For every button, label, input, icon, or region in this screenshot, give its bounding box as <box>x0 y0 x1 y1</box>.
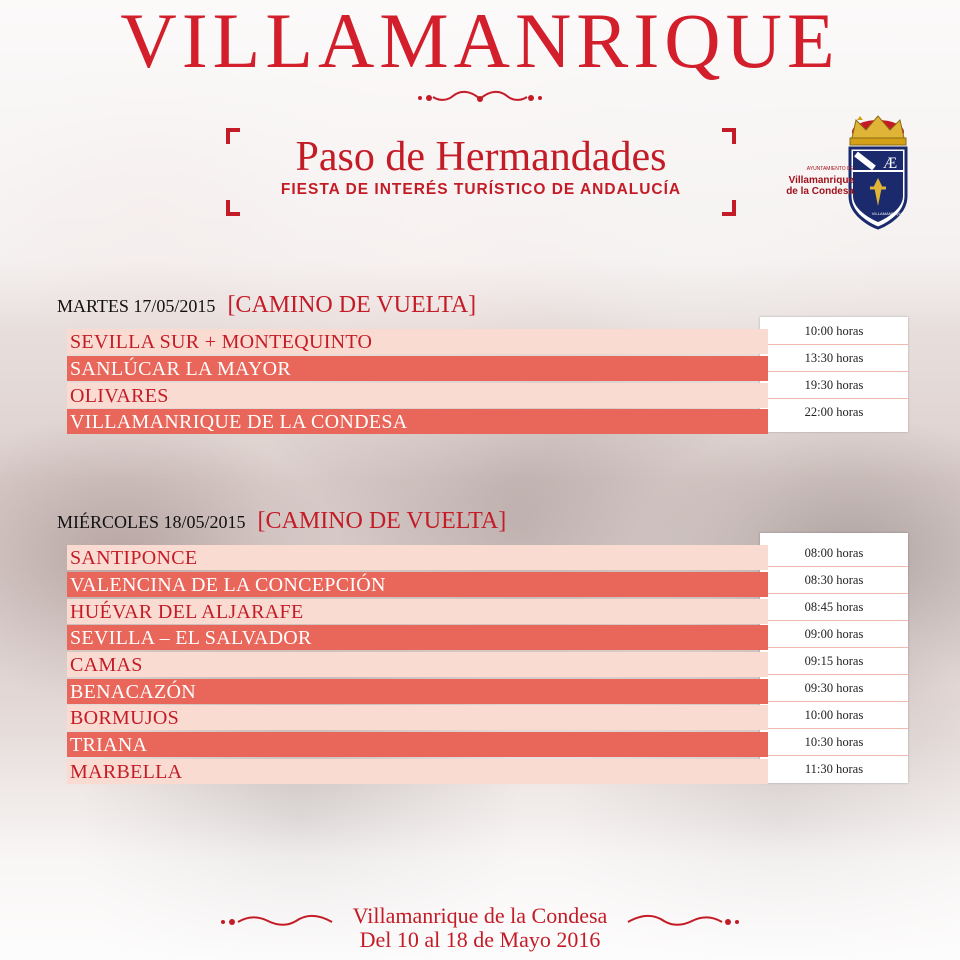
time-cell: 10:30 horas <box>804 735 864 749</box>
table-row <box>67 759 768 784</box>
row-name: BENACAZÓN <box>70 681 197 703</box>
subtitle-box <box>226 128 736 218</box>
time-column <box>760 533 908 783</box>
subtitle-caption: FIESTA DE INTERÉS TURÍSTICO DE ANDALUCÍA <box>280 181 682 198</box>
time-cell: 13:30 horas <box>804 351 864 365</box>
coat-of-arms-icon <box>790 108 930 238</box>
table-row <box>67 383 768 408</box>
row-name: VILLAMANRIQUE DE LA CONDESA <box>70 411 408 433</box>
shield-text: VILLAMANRIQUE <box>871 211 905 216</box>
crest-name-line1: Villamanrique <box>788 175 854 186</box>
row-name: BORMUJOS <box>70 707 180 729</box>
time-cell: 10:00 horas <box>804 324 864 338</box>
table-row <box>67 625 768 650</box>
schedule-section-tuesday <box>57 292 907 442</box>
row-name: TRIANA <box>70 734 148 756</box>
row-name: HUÉVAR DEL ALJARAFE <box>70 601 304 623</box>
time-column <box>760 317 908 432</box>
crest-name-line2: de la Condesa <box>786 186 854 197</box>
table-row <box>67 409 768 434</box>
footer-location: Villamanrique de la Condesa <box>352 903 608 928</box>
time-cell: 22:00 horas <box>804 405 864 419</box>
row-name: MARBELLA <box>70 761 183 783</box>
time-cell: 11:30 horas <box>804 762 864 776</box>
row-name: VALENCINA DE LA CONCEPCIÓN <box>70 574 386 596</box>
subtitle: Paso de Hermandades <box>295 134 667 180</box>
time-cell: 09:30 horas <box>804 681 864 695</box>
footer-dates: Del 10 al 18 de Mayo 2016 <box>359 927 601 952</box>
time-cell: 08:00 horas <box>804 546 864 560</box>
table-row <box>67 356 768 381</box>
schedule-section-wednesday <box>57 508 907 788</box>
row-name: SANLÚCAR LA MAYOR <box>70 358 292 380</box>
time-cell: 08:45 horas <box>804 600 864 614</box>
top-flourish-icon <box>415 88 545 110</box>
section-tag: [CAMINO DE VUELTA] <box>227 292 477 318</box>
table-row <box>67 545 768 570</box>
table-row <box>67 329 768 354</box>
page-title: VILLAMANRIQUE <box>120 0 840 84</box>
table-row <box>67 652 768 677</box>
time-cell: 19:30 horas <box>804 378 864 392</box>
row-name: SEVILLA – EL SALVADOR <box>70 627 312 649</box>
crest-name <box>778 175 854 197</box>
section-tag: [CAMINO DE VUELTA] <box>257 508 507 534</box>
table-row <box>67 599 768 624</box>
section-header <box>57 508 506 538</box>
row-name: CAMAS <box>70 654 143 676</box>
section-day: MIÉRCOLES 18/05/2015 <box>57 512 246 532</box>
time-cell: 10:00 horas <box>804 708 864 722</box>
time-cell: 08:30 horas <box>804 573 864 587</box>
section-header <box>57 292 476 322</box>
svg-text:Æ: Æ <box>883 155 898 172</box>
section-day: MARTES 17/05/2015 <box>57 296 216 316</box>
table-row <box>67 679 768 704</box>
table-row <box>67 732 768 757</box>
table-row <box>67 572 768 597</box>
time-cell: 09:00 horas <box>804 627 864 641</box>
time-cell: 09:15 horas <box>804 654 864 668</box>
row-name: SANTIPONCE <box>70 547 198 569</box>
crest-small-label: AYUNTAMIENTO DE <box>806 166 854 172</box>
row-name: SEVILLA SUR + MONTEQUINTO <box>70 331 373 353</box>
table-row <box>67 705 768 730</box>
row-name: OLIVARES <box>70 385 169 407</box>
